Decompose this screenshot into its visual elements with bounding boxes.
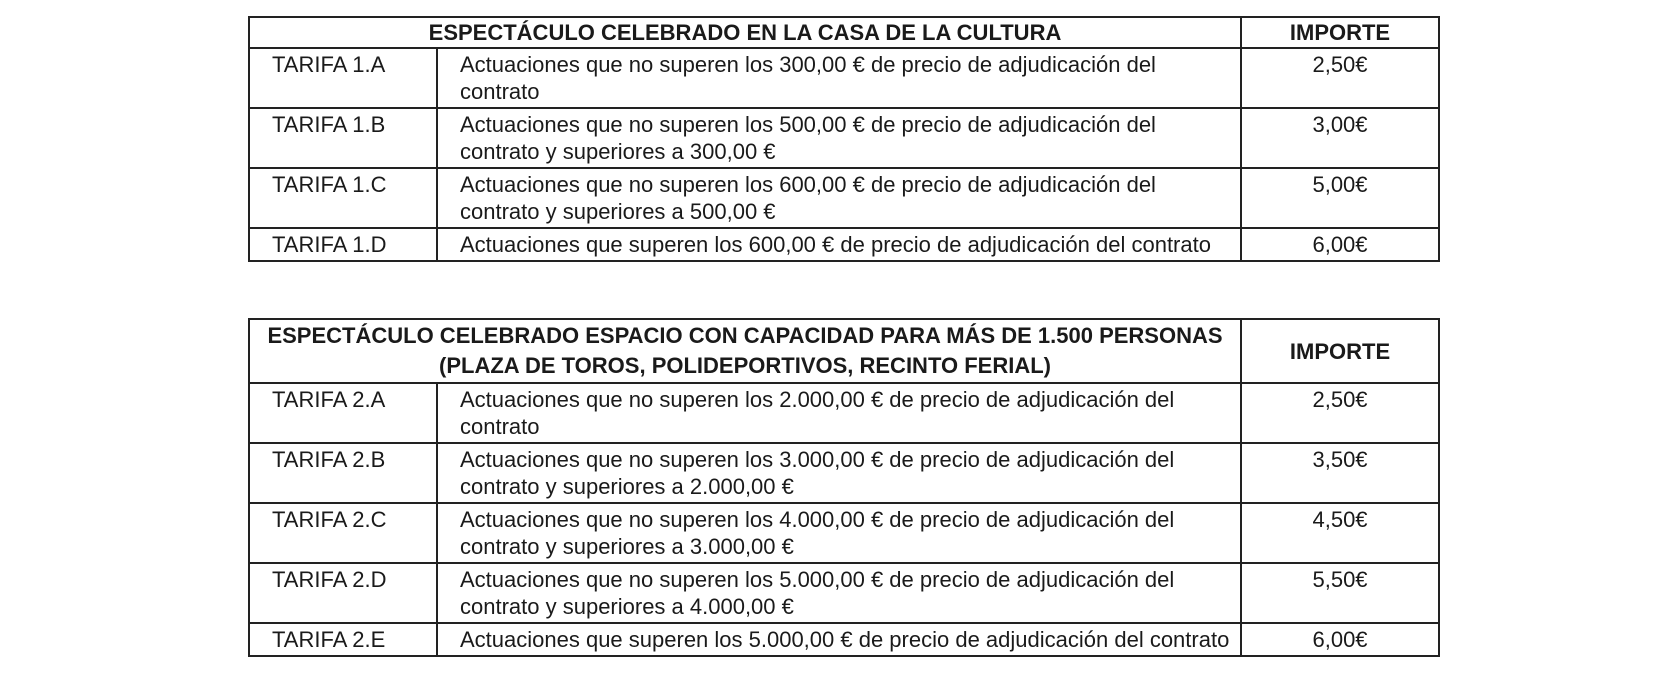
table-row xyxy=(249,623,1439,656)
tarifa-amount: 4,50€ xyxy=(1241,503,1439,563)
tarifa-code: TARIFA 1.D xyxy=(249,228,437,261)
tarifa-description: Actuaciones que no superen los 3.000,00 € de precio de adjudicación del contrato y superiores a 2.000,00 € xyxy=(437,443,1241,503)
tarifa-code: TARIFA 1.B xyxy=(249,108,437,168)
tarifa-description: Actuaciones que no superen los 500,00 € de precio de adjudicación del contrato y superiores a 300,00 € xyxy=(437,108,1241,168)
tarifa-description: Actuaciones que no superen los 5.000,00 € de precio de adjudicación del contrato y superiores a 4.000,00 € xyxy=(437,563,1241,623)
tarifas-gran-capacidad-table xyxy=(248,318,1440,657)
table-row xyxy=(249,563,1439,623)
tarifa-amount: 2,50€ xyxy=(1241,383,1439,443)
tarifa-amount: 3,50€ xyxy=(1241,443,1439,503)
tarifa-description: Actuaciones que superen los 5.000,00 € de precio de adjudicación del contrato xyxy=(437,623,1241,656)
table-row xyxy=(249,48,1439,108)
table-row xyxy=(249,168,1439,228)
tarifa-amount: 5,50€ xyxy=(1241,563,1439,623)
tarifa-amount: 6,00€ xyxy=(1241,228,1439,261)
tarifa-code: TARIFA 2.B xyxy=(249,443,437,503)
tarifa-description: Actuaciones que no superen los 600,00 € de precio de adjudicación del contrato y superiores a 500,00 € xyxy=(437,168,1241,228)
importe-header: IMPORTE xyxy=(1241,319,1439,383)
table-title: ESPECTÁCULO CELEBRADO EN LA CASA DE LA CULTURA xyxy=(249,17,1241,48)
table-row xyxy=(249,383,1439,443)
tarifa-code: TARIFA 2.A xyxy=(249,383,437,443)
tarifa-code: TARIFA 2.C xyxy=(249,503,437,563)
tarifa-code: TARIFA 1.A xyxy=(249,48,437,108)
tarifa-description: Actuaciones que no superen los 2.000,00 € de precio de adjudicación del contrato xyxy=(437,383,1241,443)
tarifa-amount: 6,00€ xyxy=(1241,623,1439,656)
tarifa-description: Actuaciones que no superen los 4.000,00 € de precio de adjudicación del contrato y superiores a 3.000,00 € xyxy=(437,503,1241,563)
table-header-row xyxy=(249,17,1439,48)
tarifa-description: Actuaciones que no superen los 300,00 € de precio de adjudicación del contrato xyxy=(437,48,1241,108)
table-header-row xyxy=(249,319,1439,383)
tarifa-code: TARIFA 2.D xyxy=(249,563,437,623)
tarifa-amount: 3,00€ xyxy=(1241,108,1439,168)
tarifa-amount: 5,00€ xyxy=(1241,168,1439,228)
tarifa-code: TARIFA 1.C xyxy=(249,168,437,228)
table-row xyxy=(249,443,1439,503)
table-row xyxy=(249,503,1439,563)
table-row xyxy=(249,228,1439,261)
tarifa-code: TARIFA 2.E xyxy=(249,623,437,656)
tarifa-description: Actuaciones que superen los 600,00 € de precio de adjudicación del contrato xyxy=(437,228,1241,261)
table-title: ESPECTÁCULO CELEBRADO ESPACIO CON CAPACIDAD PARA MÁS DE 1.500 PERSONAS (PLAZA DE TOROS, POLIDEPORTIVOS, RECINTO FERIAL) xyxy=(249,319,1241,383)
importe-header: IMPORTE xyxy=(1241,17,1439,48)
table-row xyxy=(249,108,1439,168)
tarifas-casa-cultura-table xyxy=(248,16,1440,262)
tarifa-amount: 2,50€ xyxy=(1241,48,1439,108)
